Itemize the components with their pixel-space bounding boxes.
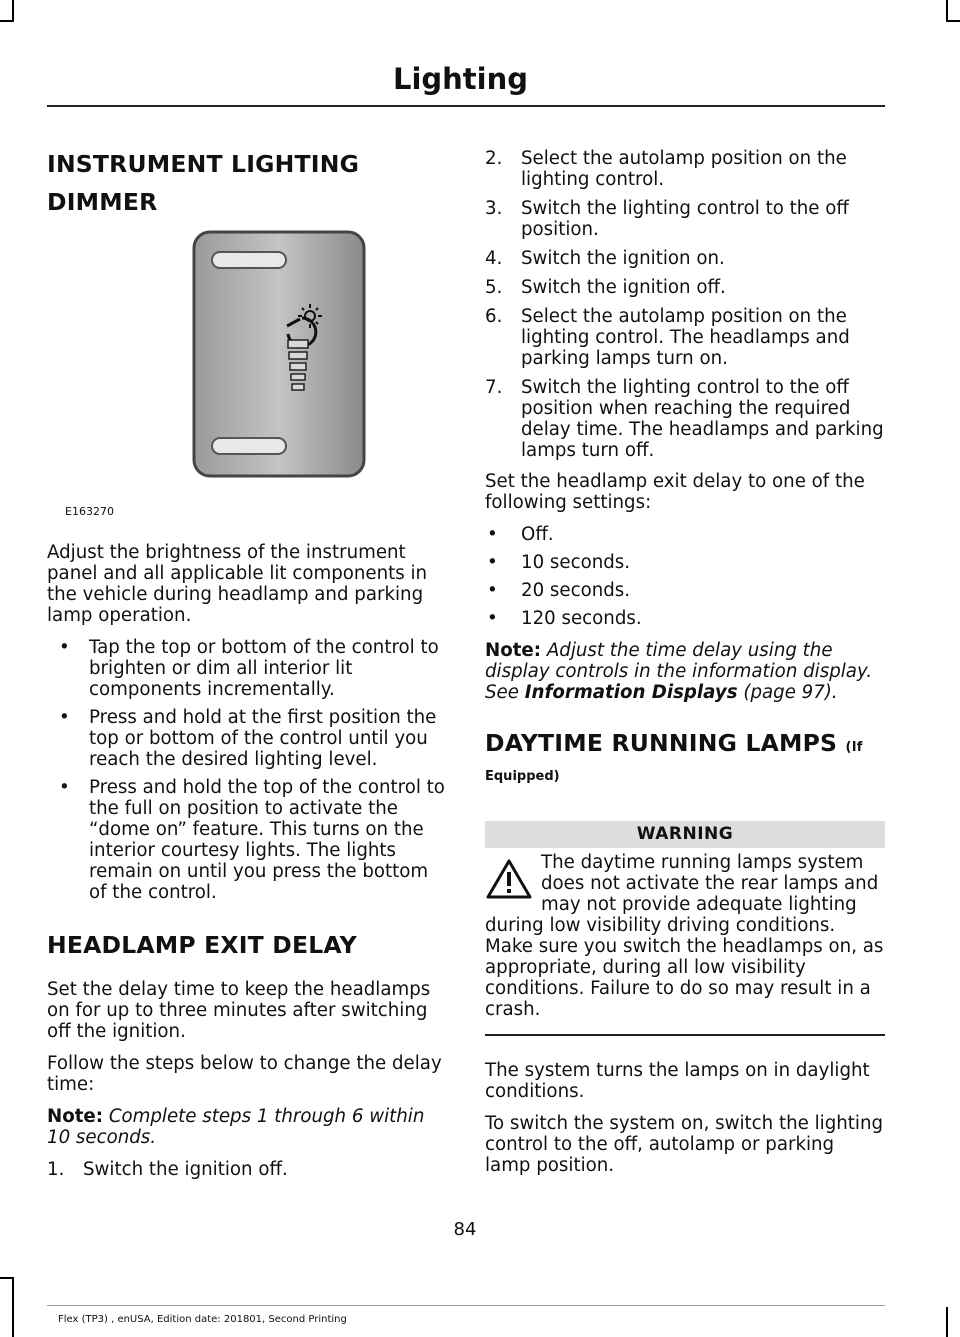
step-number: 1. <box>47 1159 65 1180</box>
list-item: • Press and hold the top of the control to the full on position to activate the “dome on” feature. This turns on the interior courtesy lights. The lights remain on until you press the bottom of the control. <box>59 777 445 903</box>
note-label: Note: <box>485 640 542 661</box>
heading-line: DIMMER <box>47 188 158 216</box>
step-list <box>485 148 885 461</box>
paragraph: Set the delay time to keep the headlamps on for up to three minutes after switching off the ignition. <box>47 979 431 1042</box>
step-number: 3. <box>485 198 503 219</box>
dimmer-control-figure <box>47 230 447 530</box>
bullet-list <box>47 637 447 903</box>
edition-info: Flex (TP3) , enUSA, Edition date: 201801, Second Printing <box>58 1314 347 1325</box>
step-text: Switch the lighting control to the off position. <box>521 198 849 240</box>
right-column <box>485 148 885 1187</box>
step-item <box>485 248 885 269</box>
crop-mark <box>12 1277 14 1337</box>
crop-mark <box>0 1277 14 1279</box>
step-text: Switch the ignition on. <box>521 248 725 269</box>
footer-rule <box>47 1305 885 1306</box>
note-text: Adjust the time delay using the display controls in the information display. See <box>485 640 873 703</box>
step-text: Switch the ignition off. <box>83 1159 288 1180</box>
warning-label: WARNING <box>485 821 885 848</box>
list-item-text: Tap the top or bottom of the control to brighten or dim all interior lit components incrementally. <box>89 637 439 700</box>
page-header-title: Lighting <box>392 62 528 96</box>
step-number: 6. <box>485 306 503 327</box>
paragraph: Set the headlamp exit delay to one of the following settings: <box>485 471 865 513</box>
page-number: 84 <box>453 1219 477 1240</box>
step-number: 2. <box>485 148 503 169</box>
step-text: Select the autolamp position on the lighting control. <box>521 148 847 190</box>
list-item-text: Off. <box>521 524 554 545</box>
heading-line: INSTRUMENT LIGHTING <box>47 150 360 178</box>
warning-text: The daytime running lamps system does not activate the rear lamps and may not provide adequate lighting during low visibility driving conditions. Make sure you switch the headlamps on, as appropriate, during all low visibility conditions. Failure to do so may result in a crash. <box>485 852 884 1020</box>
crop-mark <box>0 20 14 22</box>
list-item-text: Press and hold at the first position the top or bottom of the control until you reach the desired lighting level. <box>89 707 437 770</box>
step-item <box>485 377 885 461</box>
step-text: Switch the ignition off. <box>521 277 726 298</box>
paragraph: Adjust the brightness of the instrument panel and all applicable lit components in the vehicle during headlamp and parking lamp operation. <box>47 542 428 626</box>
paragraph: The system turns the lamps on in daylight conditions. <box>485 1060 870 1102</box>
note-label: Note: <box>47 1106 104 1127</box>
step-item <box>47 1159 447 1180</box>
warning-rule <box>485 1034 885 1036</box>
list-item-text: 10 seconds. <box>521 552 631 573</box>
list-item: • Tap the top or bottom of the control to brighten or dim all interior lit components incrementally. <box>59 637 439 700</box>
crop-mark <box>946 0 948 22</box>
step-number: 5. <box>485 277 503 298</box>
step-list <box>47 1159 447 1180</box>
step-number: 7. <box>485 377 503 398</box>
step-number: 4. <box>485 248 503 269</box>
heading-suffix: (If <box>845 740 863 755</box>
note <box>47 1106 447 1148</box>
step-item <box>485 306 885 369</box>
paragraph: Follow the steps below to change the delay time: <box>47 1053 442 1095</box>
list-item-text: 20 seconds. <box>521 580 631 601</box>
warning-triangle-icon <box>485 858 533 900</box>
warning-box <box>485 852 885 1020</box>
list-item: • 120 seconds. <box>487 608 642 629</box>
list-item: • 20 seconds. <box>487 580 631 601</box>
step-text: Select the autolamp position on the lighting control. The headlamps and parking lamps turn on. <box>521 306 850 369</box>
list-item-text: 120 seconds. <box>521 608 642 629</box>
list-item-text: Press and hold the top of the control to the full on position to activate the “dome on” feature. This turns on the interior courtesy lights. The lights remain on until you press the bottom of the control. <box>89 777 445 903</box>
bullet-list <box>485 524 885 629</box>
section-heading: HEADLAMP EXIT DELAY <box>47 931 357 959</box>
figure-id: E163270 <box>65 505 114 518</box>
cross-reference-link[interactable]: Information Displays <box>524 682 738 703</box>
note-text: (page 97). <box>743 682 838 703</box>
header-rule <box>47 105 885 107</box>
left-column <box>47 148 447 1190</box>
crop-mark <box>946 1307 948 1337</box>
crop-mark <box>12 0 14 22</box>
section-heading <box>485 727 885 764</box>
step-item <box>485 148 885 190</box>
section-heading <box>47 148 447 218</box>
step-item <box>485 198 885 240</box>
paragraph: To switch the system on, switch the lighting control to the off, autolamp or parking lamp position. <box>485 1113 884 1176</box>
crop-mark <box>946 20 960 22</box>
dimmer-switch-illustration <box>192 230 368 478</box>
list-item: • Press and hold at the first position the top or bottom of the control until you reach the desired lighting level. <box>59 707 437 770</box>
step-item <box>485 277 885 298</box>
step-text: Switch the lighting control to the off position when reaching the required delay time. The headlamps and parking lamps turn off. <box>521 377 884 461</box>
heading-suffix: Equipped) <box>485 769 560 784</box>
heading-text: DAYTIME RUNNING LAMPS <box>485 729 838 757</box>
list-item: • 10 seconds. <box>487 552 631 573</box>
list-item: • Off. <box>487 524 554 545</box>
note <box>485 640 885 703</box>
note-text: Complete steps 1 through 6 within 10 seconds. <box>47 1106 425 1148</box>
